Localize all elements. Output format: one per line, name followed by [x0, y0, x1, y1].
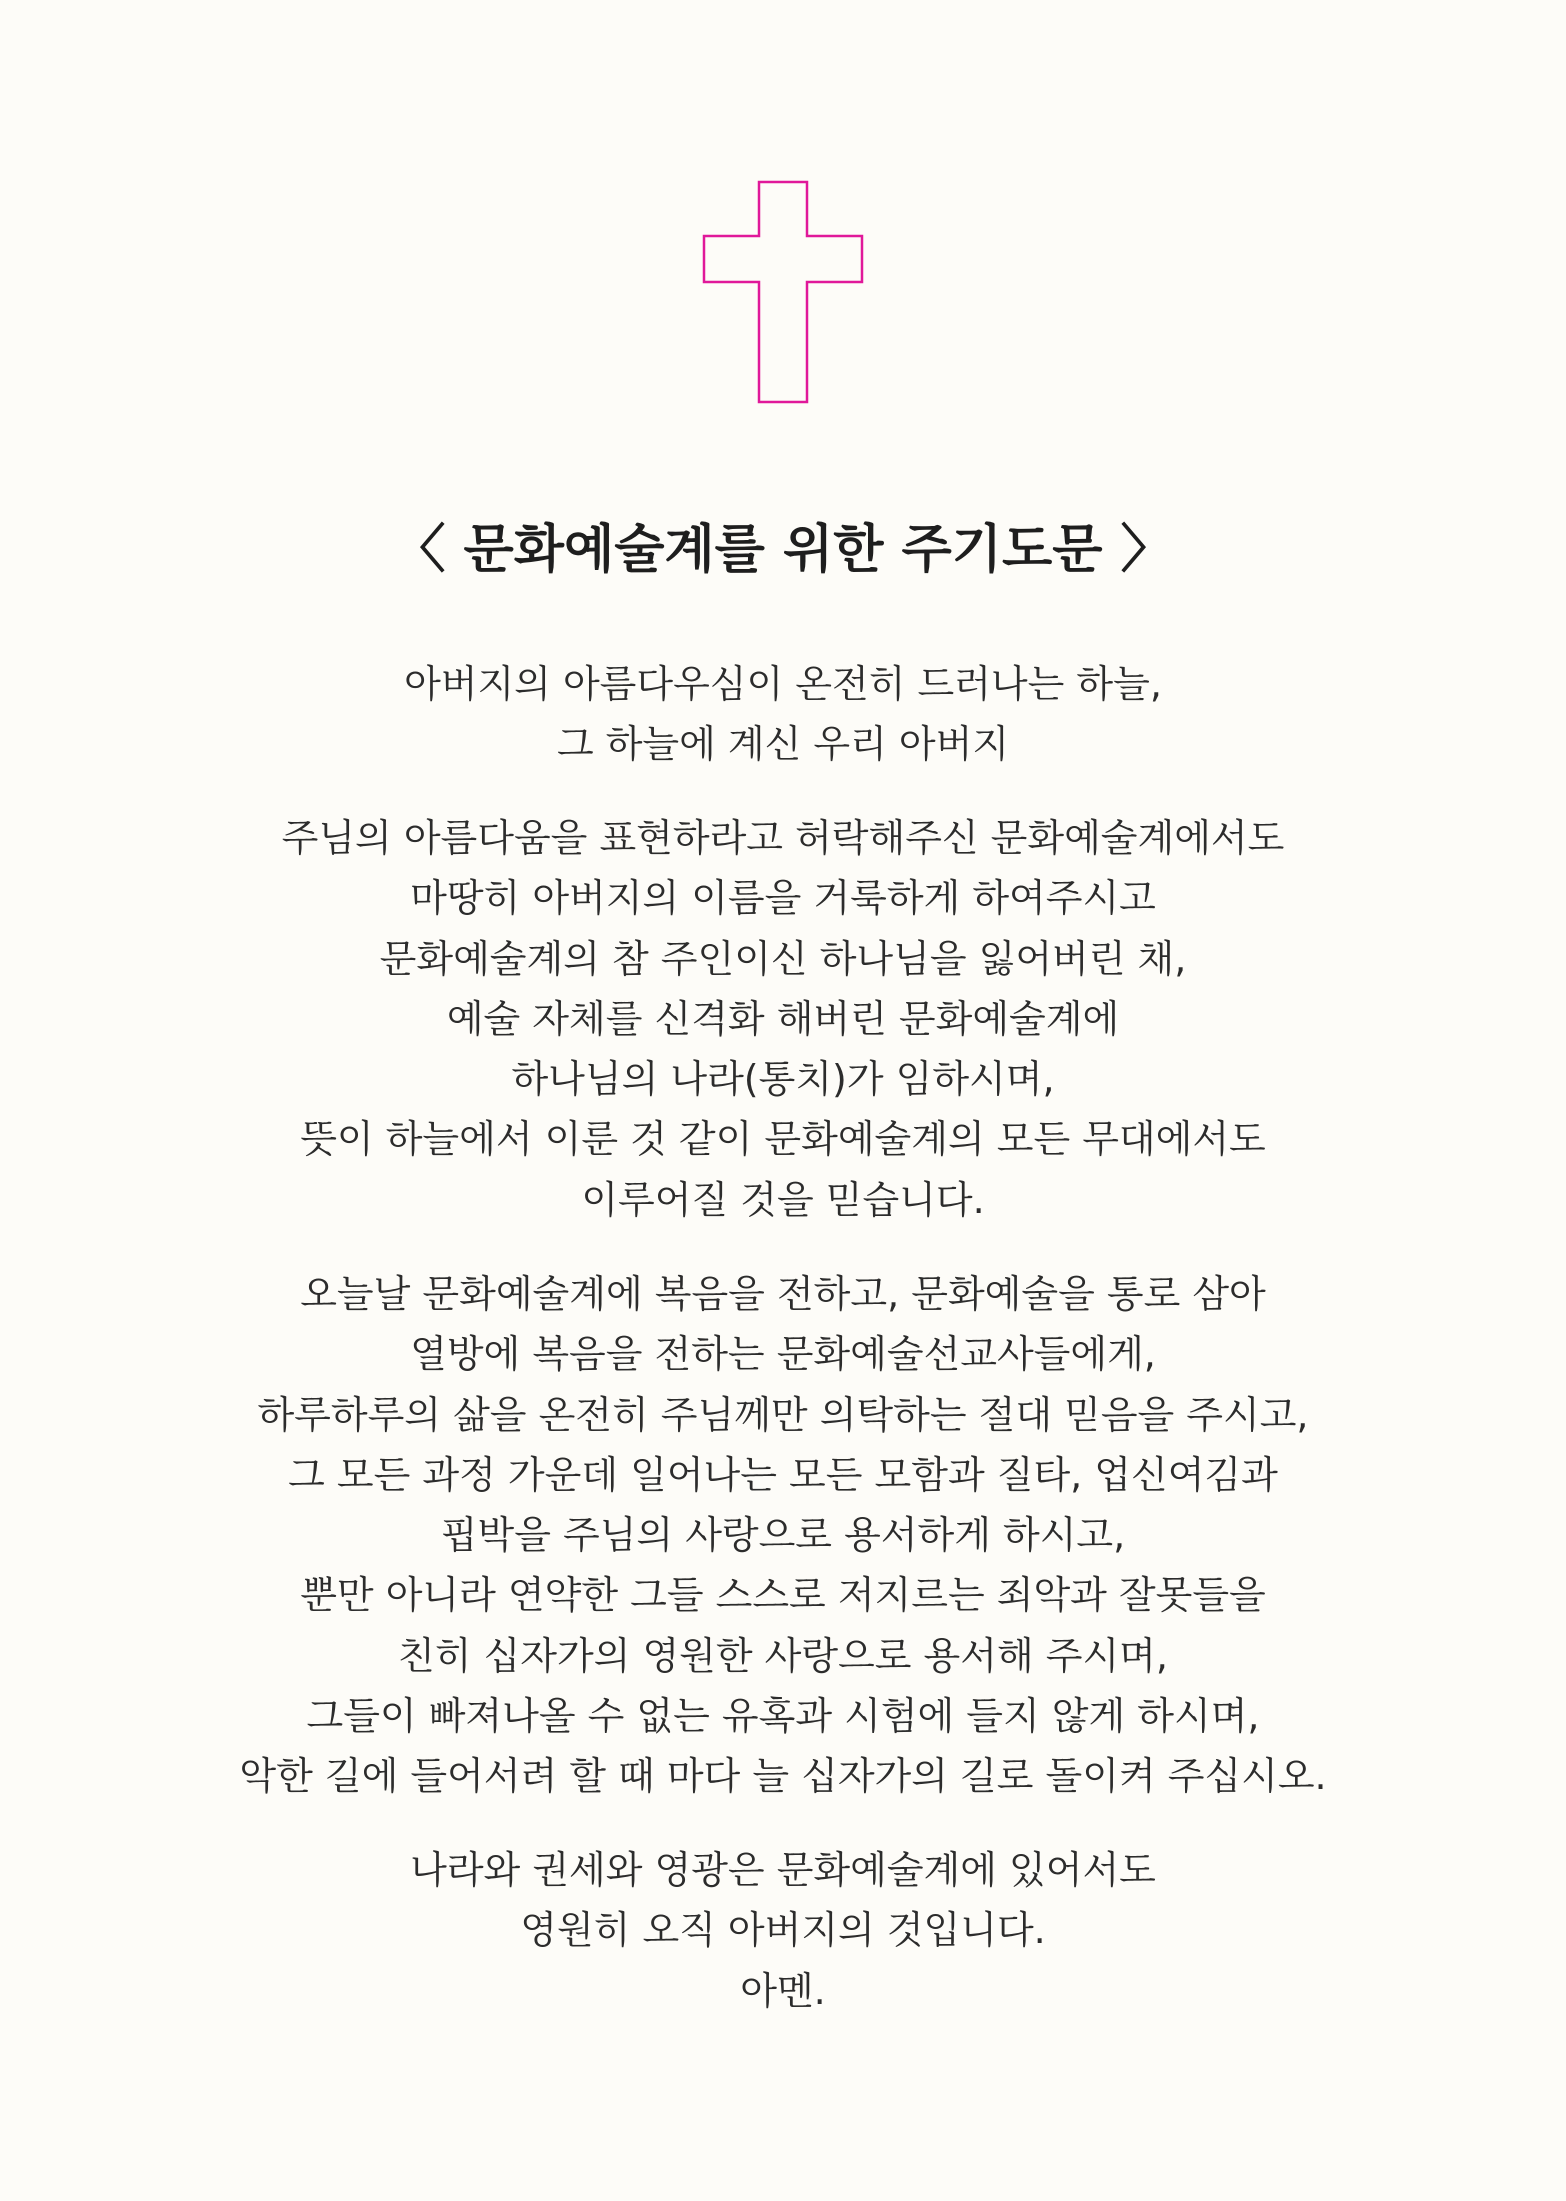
- cross-icon: [702, 180, 864, 404]
- prayer-stanza-kingdom: [0, 808, 1566, 1230]
- prayer-line: 그 하늘에 계신 우리 아버지: [556, 722, 1010, 767]
- prayer-stanza-petition: [0, 1264, 1566, 1807]
- prayer-line: 문화예술계의 참 주인이신 하나님을 잃어버린 채,: [379, 936, 1187, 981]
- prayer-line: 뿐만 아니라 연약한 그들 스스로 저지르는 죄악과 잘못들을: [300, 1573, 1266, 1618]
- prayer-line: 영원히 오직 아버지의 것입니다.: [520, 1908, 1046, 1953]
- prayer-line: 하루하루의 삶을 온전히 주님께만 의탁하는 절대 믿음을 주시고,: [257, 1392, 1309, 1437]
- page-title: 〈 문화예술계를 위한 주기도문 〉: [393, 520, 1173, 580]
- prayer-line: 그 모든 과정 가운데 일어나는 모든 모함과 질타, 업신여김과: [288, 1452, 1278, 1497]
- prayer-line: 친히 십자가의 영원한 사랑으로 용서해 주시며,: [398, 1633, 1168, 1678]
- prayer-line: 이루어질 것을 믿습니다.: [581, 1177, 985, 1222]
- prayer-line: 마땅히 아버지의 이름을 거룩하게 하여주시고: [410, 876, 1156, 921]
- prayer-line: 하나님의 나라(통치)가 임하시며,: [511, 1057, 1055, 1102]
- prayer-line: 나라와 권세와 영광은 문화예술계에 있어서도: [410, 1848, 1156, 1892]
- prayer-line: 예술 자체를 신격화 해버린 문화예술계에: [446, 996, 1120, 1041]
- prayer-stanza-doxology: [0, 1840, 1566, 2021]
- prayer-line: 아멘.: [740, 1968, 826, 2013]
- prayer-line: 열방에 복음을 전하는 문화예술선교사들에게,: [410, 1332, 1156, 1377]
- prayer-line: 악한 길에 들어서려 할 때 마다 늘 십자가의 길로 돌이켜 주십시오.: [239, 1754, 1327, 1799]
- prayer-line: 그들이 빠져나올 수 없는 유혹과 시험에 들지 않게 하시며,: [306, 1694, 1260, 1739]
- prayer-line: 핍박을 주님의 사랑으로 용서하게 하시고,: [440, 1513, 1126, 1558]
- prayer-line: 뜻이 하늘에서 이룬 것 같이 문화예술계의 모든 무대에서도: [300, 1117, 1266, 1162]
- prayer-line: 주님의 아름다움을 표현하라고 허락해주신 문화예술계에서도: [281, 816, 1285, 860]
- prayer-line: 오늘날 문화예술계에 복음을 전하고, 문화예술을 통로 삼아: [300, 1272, 1266, 1316]
- prayer-line: 아버지의 아름다우심이 온전히 드러나는 하늘,: [404, 662, 1162, 706]
- prayer-stanza-invocation: [0, 654, 1566, 775]
